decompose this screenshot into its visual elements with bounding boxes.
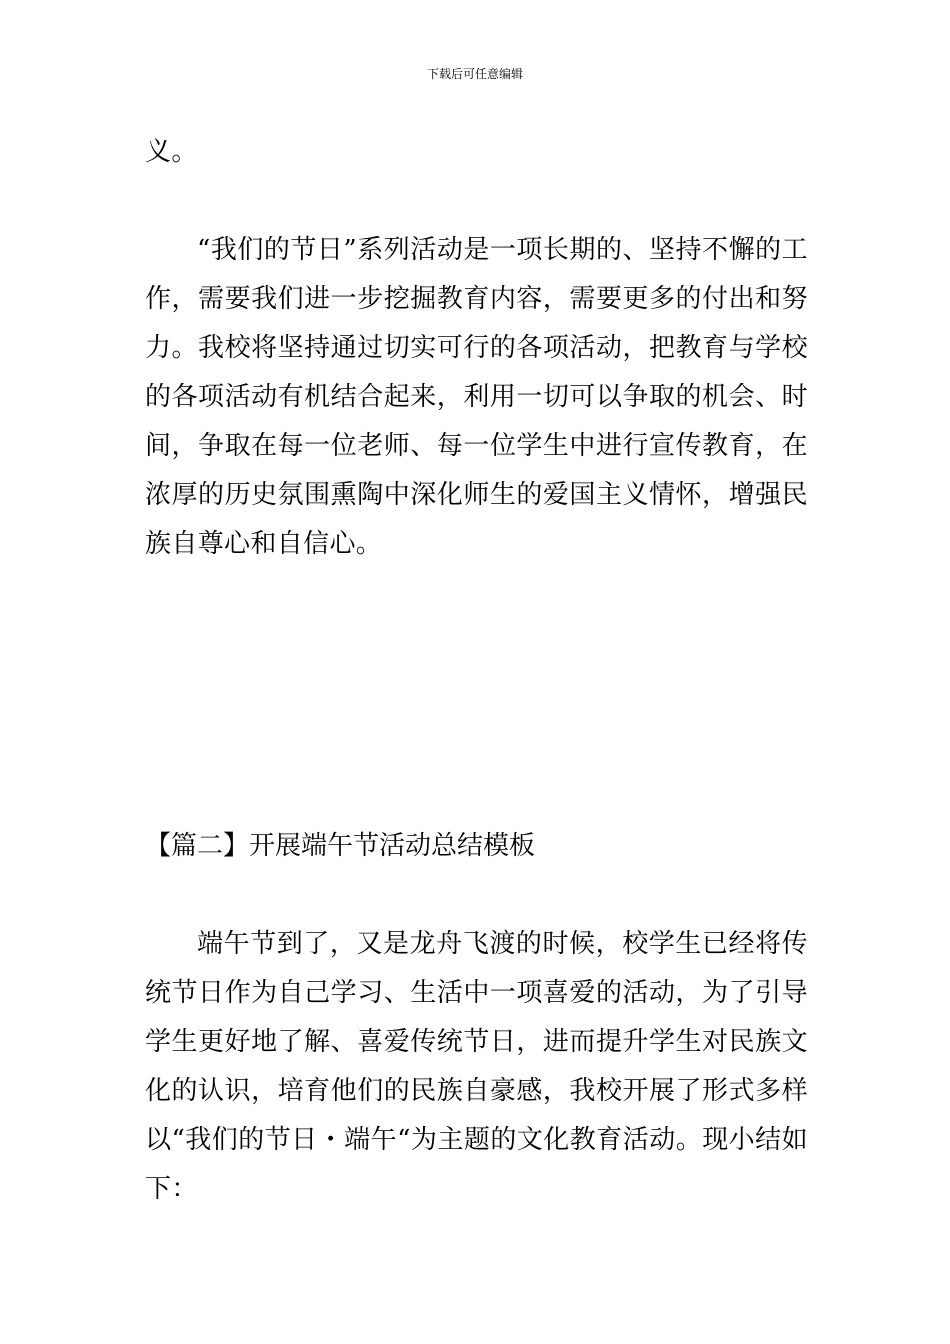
- paragraph-dragon-boat-intro: 端午节到了，又是龙舟飞渡的时候，校学生已经将传统节日作为自己学习、生活中一项喜爱的活动，为了引导学生更好地了解、喜爱传统节日，进而提升学生对民族文化的认识，培育他们的民族自豪感，我校开展了形式多样以“我们的节日・端午“为主题的文化教育活动。现小结如下：: [145, 929, 808, 1204]
- page-header: 下载后可任意编辑: [426, 67, 523, 81]
- paragraph-closing-summary: “我们的节日”系列活动是一项长期的、坚持不懈的工作，需要我们进一步挖掘教育内容，需要更多的付出和努力。我校将坚持通过切实可行的各项活动，把教育与学校的各项活动有机结合起来，利用一切可以争取的机会、时间，争取在每一位老师、每一位学生中进行宣传教育，在浓厚的历史氛围熏陶中深化师生的爱国主义情怀，增强民族自尊心和自信心。: [145, 235, 808, 559]
- section-heading: 【篇二】开展端午节活动总结模板: [145, 831, 536, 861]
- continuation-text: 义。: [145, 137, 198, 167]
